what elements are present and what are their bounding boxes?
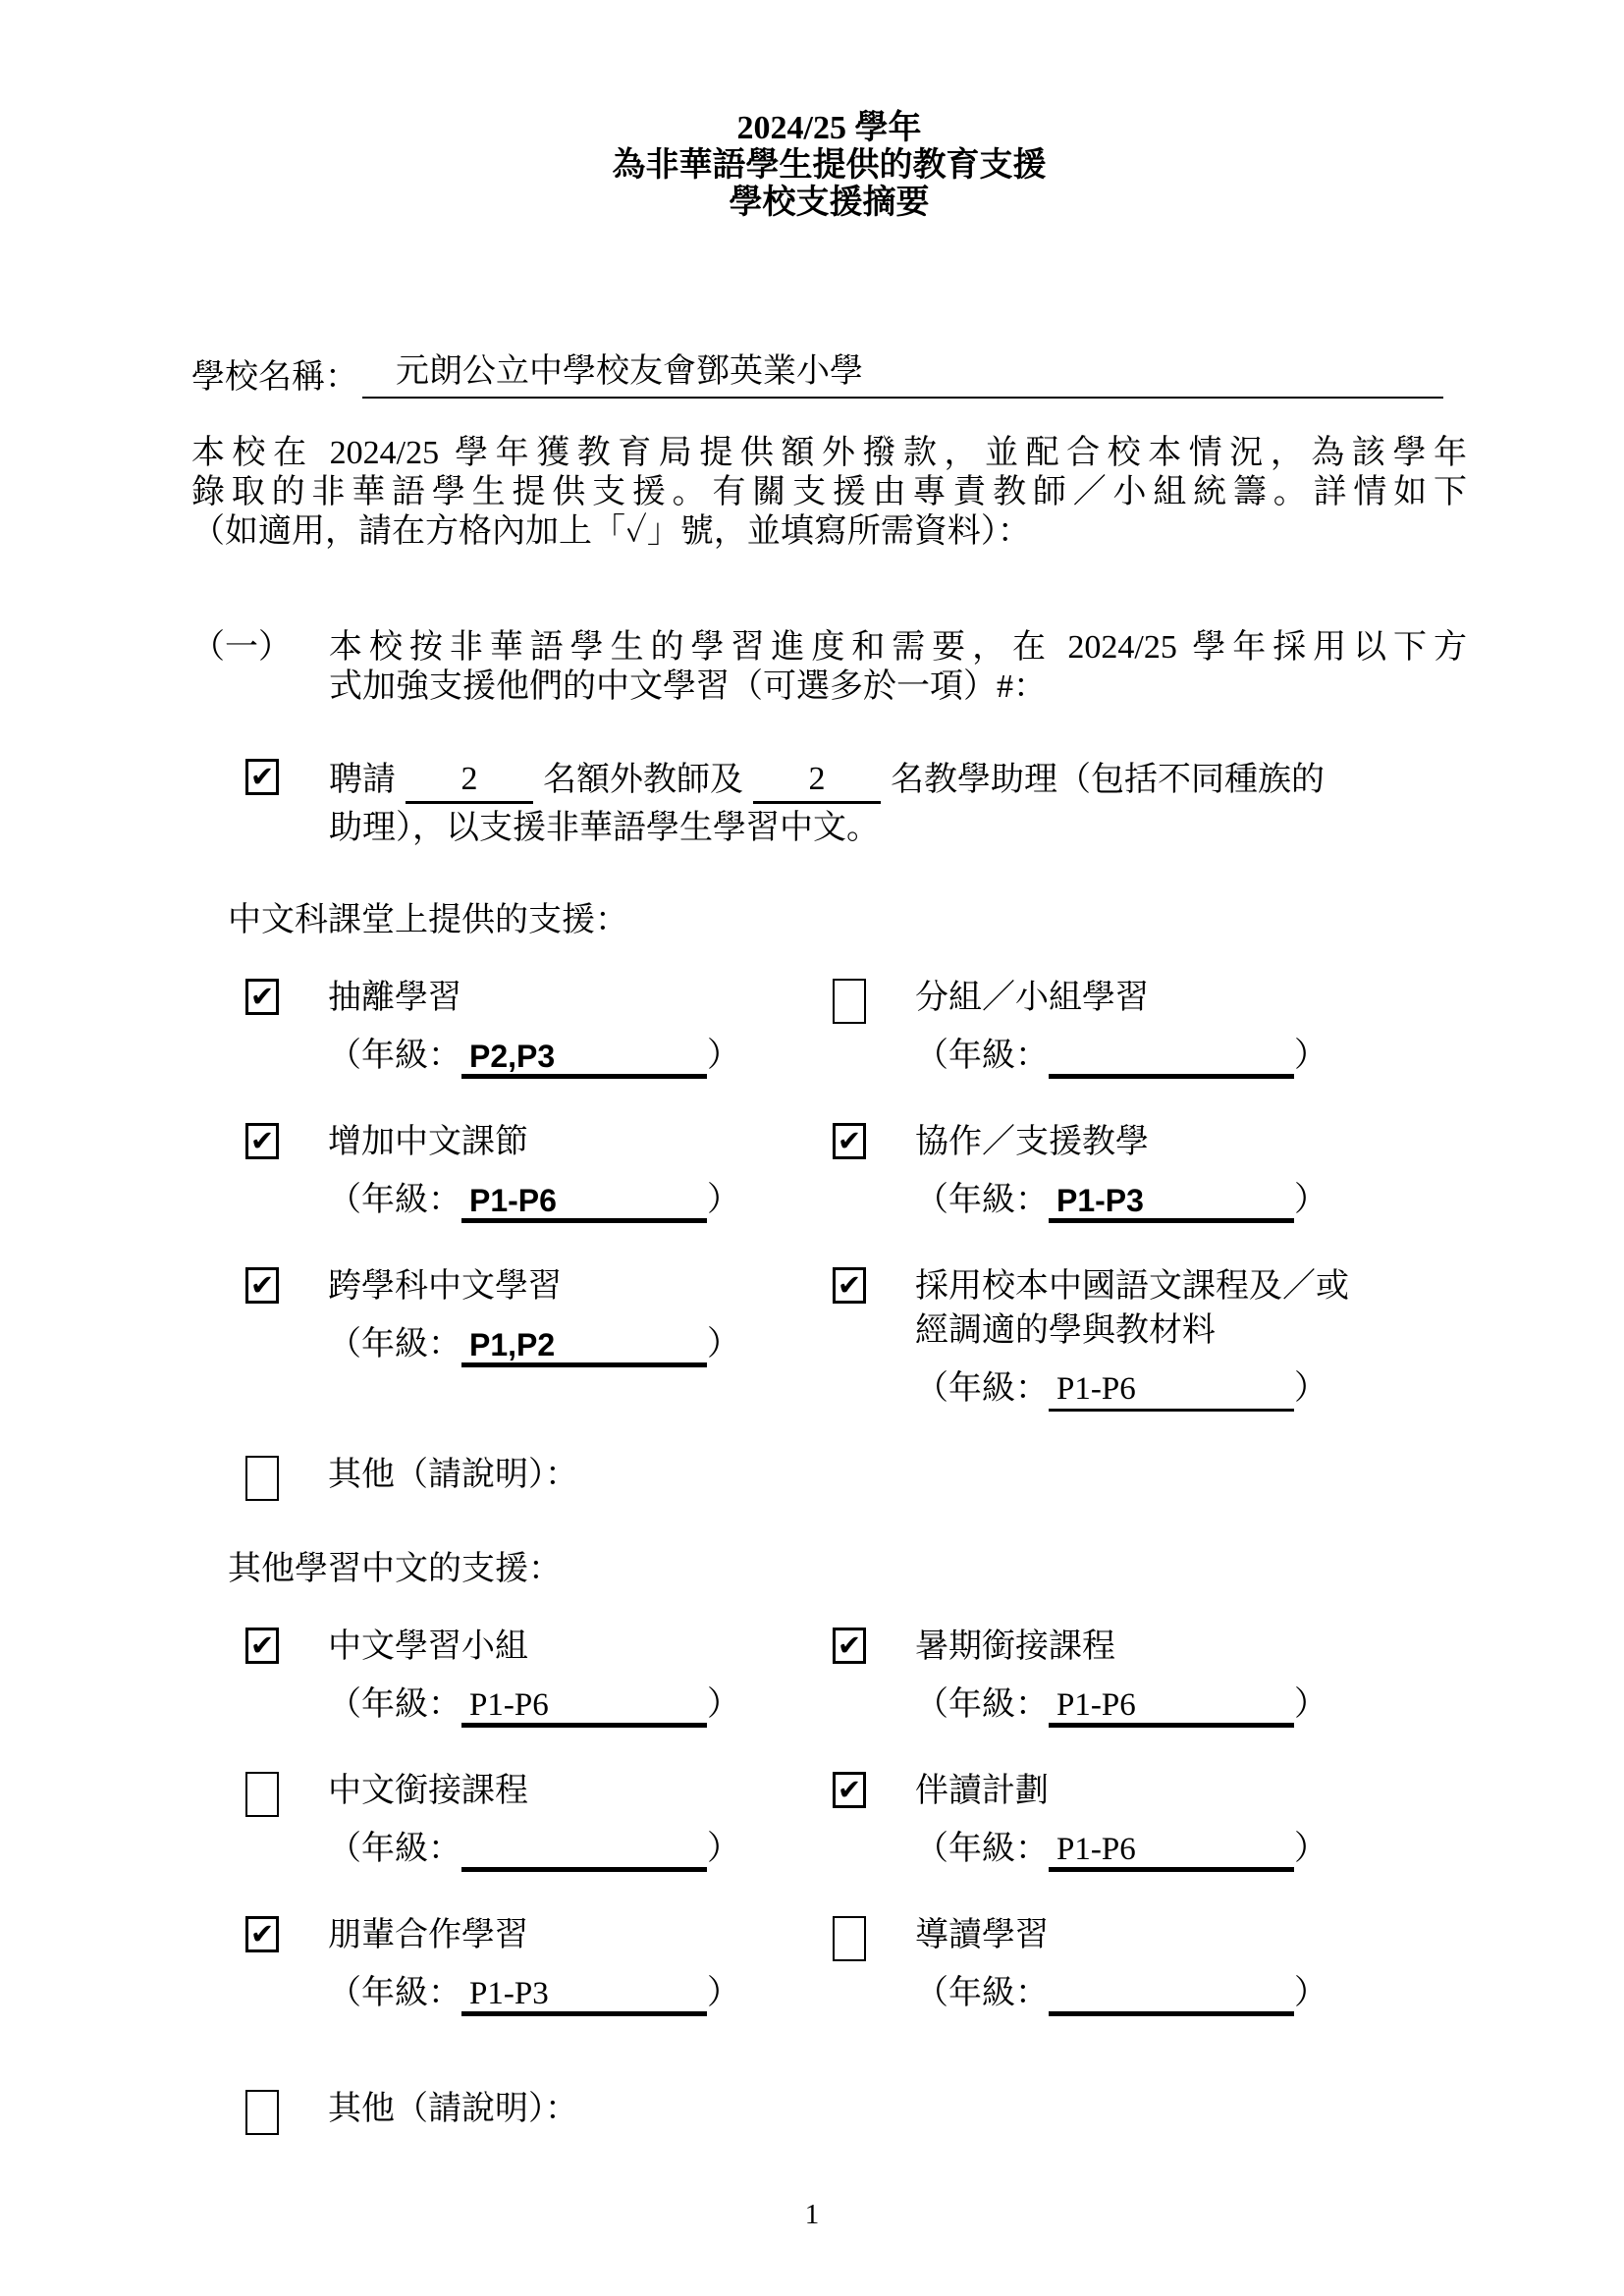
item-school-based-curriculum bbox=[833, 1264, 1467, 1412]
school-name-field[interactable] bbox=[362, 351, 1443, 399]
classroom-other-item bbox=[191, 1453, 1467, 1501]
checkbox[interactable] bbox=[245, 2090, 279, 2135]
grade-line bbox=[915, 1366, 1377, 1412]
item-label: 暑期銜接課程 bbox=[915, 1629, 1115, 1665]
hire-tail-1: 名教學助理（包括不同種族的 bbox=[891, 762, 1325, 798]
check-icon: ✔ bbox=[837, 1124, 862, 1157]
section-1-line-1: 本校按非華語學生的學習進度和需要，在 2024/25 學年採用以下方 bbox=[329, 629, 1467, 666]
item-more-chinese-lessons bbox=[191, 1120, 833, 1223]
assistant-count-value: 2 bbox=[808, 761, 826, 797]
check-icon: ✔ bbox=[249, 1124, 275, 1157]
item-label: 跨學科中文學習 bbox=[328, 1268, 562, 1305]
title-line-subject: 為非華語學生提供的教育支援 bbox=[612, 147, 1047, 184]
intro-line-3: （如適用，請在方格內加上「✓」號，並填寫所需資料）： bbox=[191, 513, 1031, 550]
grade-value: P2,P3 bbox=[469, 1039, 556, 1074]
grade-line bbox=[915, 1178, 1327, 1223]
item-label: 協作／支援教學 bbox=[915, 1124, 1149, 1160]
grade-value: P1-P6 bbox=[1056, 1832, 1136, 1867]
checkbox[interactable] bbox=[245, 1123, 279, 1159]
grade-prefix: （年級： bbox=[328, 1182, 461, 1218]
checkbox[interactable] bbox=[833, 1123, 866, 1159]
item-group-learning bbox=[833, 976, 1467, 1079]
item-label: 分組／小組學習 bbox=[915, 980, 1149, 1016]
grade-suffix: ） bbox=[707, 1975, 740, 2011]
grade-field[interactable] bbox=[1049, 1971, 1294, 2016]
grade-prefix: （年級： bbox=[915, 1182, 1049, 1218]
hire-text bbox=[329, 756, 1467, 852]
document-title bbox=[191, 0, 1467, 222]
grade-line bbox=[328, 1827, 740, 1872]
grade-field[interactable] bbox=[461, 1827, 707, 1872]
other-support-grid bbox=[191, 1625, 1467, 2016]
grade-line bbox=[915, 1827, 1327, 1872]
grade-line bbox=[328, 1034, 740, 1079]
other-label: 其他（請說明）： bbox=[328, 2091, 578, 2127]
item-co-teaching bbox=[833, 1120, 1467, 1223]
intro-paragraph bbox=[191, 434, 1467, 552]
school-name-value: 元朗公立中學校友會鄧英業小學 bbox=[396, 353, 863, 390]
checkbox[interactable] bbox=[245, 1628, 279, 1664]
page-number: 1 bbox=[804, 2199, 820, 2230]
grade-value: P1-P3 bbox=[469, 1976, 549, 2011]
grade-value: P1,P2 bbox=[469, 1327, 556, 1362]
checkbox[interactable] bbox=[833, 979, 866, 1024]
item-label: 採用校本中國語文課程及／或經調適的學與教材料 bbox=[915, 1268, 1349, 1349]
hire-prefix: 聘請 bbox=[329, 762, 396, 798]
check-icon: ✔ bbox=[249, 1629, 275, 1662]
grade-line bbox=[328, 1682, 740, 1728]
title-line-year: 2024/25 學年 bbox=[736, 110, 922, 146]
grade-field[interactable] bbox=[1049, 1366, 1294, 1412]
grade-line bbox=[328, 1971, 740, 2016]
item-label: 增加中文課節 bbox=[328, 1124, 528, 1160]
intro-line-1: 本校在 2024/25 學年獲教育局提供額外撥款，並配合校本情況，為該學年 bbox=[191, 435, 1467, 471]
item-label: 朋輩合作學習 bbox=[328, 1917, 528, 1953]
grade-field[interactable] bbox=[461, 1034, 707, 1079]
grade-suffix: ） bbox=[1294, 1975, 1327, 2011]
grade-prefix: （年級： bbox=[915, 1831, 1049, 1867]
school-name-label: 學校名稱： bbox=[191, 359, 358, 396]
grade-field[interactable] bbox=[1049, 1827, 1294, 1872]
grade-suffix: ） bbox=[707, 1326, 740, 1362]
hire-line-2: 助理），以支援非華語學生學習中文。 bbox=[329, 810, 880, 846]
checkbox[interactable] bbox=[245, 1916, 279, 1952]
grade-field[interactable] bbox=[1049, 1682, 1294, 1728]
checkbox[interactable] bbox=[245, 979, 279, 1015]
check-icon: ✔ bbox=[249, 1917, 275, 1950]
grade-suffix: ） bbox=[1294, 1831, 1327, 1867]
item-reading-buddy bbox=[833, 1769, 1467, 1872]
checkbox[interactable] bbox=[833, 1628, 866, 1664]
checkbox[interactable] bbox=[245, 1772, 279, 1817]
other-support-header: 其他學習中文的支援： bbox=[228, 1551, 562, 1587]
grade-value: P1-P6 bbox=[469, 1183, 557, 1218]
section-1-line-2: 式加強支援他們的中文學習（可選多於一項）#： bbox=[329, 668, 1047, 705]
grade-suffix: ） bbox=[707, 1831, 740, 1867]
grade-field[interactable] bbox=[461, 1682, 707, 1728]
grade-value: P1-P6 bbox=[469, 1687, 549, 1723]
grade-prefix: （年級： bbox=[328, 1326, 461, 1362]
grade-suffix: ） bbox=[1294, 1038, 1327, 1074]
grade-prefix: （年級： bbox=[328, 1038, 461, 1074]
hire-item bbox=[191, 756, 1467, 852]
intro-line-2: 錄取的非華語學生提供支援。有關支援由專責教師／小組統籌。詳情如下 bbox=[191, 474, 1467, 510]
checkbox[interactable] bbox=[833, 1916, 866, 1961]
grade-line bbox=[328, 1322, 740, 1367]
grade-suffix: ） bbox=[1294, 1370, 1327, 1407]
grade-field[interactable] bbox=[1049, 1034, 1294, 1079]
item-label: 中文學習小組 bbox=[328, 1629, 528, 1665]
grade-line bbox=[915, 1034, 1327, 1079]
item-peer-learning bbox=[191, 1913, 833, 2016]
hire-line-1 bbox=[329, 756, 1467, 804]
check-icon: ✔ bbox=[837, 1268, 862, 1302]
title-line-summary: 學校支援摘要 bbox=[729, 185, 930, 221]
hire-checkbox[interactable] bbox=[245, 759, 279, 795]
grade-prefix: （年級： bbox=[915, 1370, 1049, 1407]
item-label: 中文銜接課程 bbox=[328, 1773, 528, 1809]
grade-prefix: （年級： bbox=[915, 1686, 1049, 1723]
check-icon: ✔ bbox=[837, 1773, 862, 1806]
grade-prefix: （年級： bbox=[328, 1686, 461, 1723]
teacher-count-field[interactable] bbox=[406, 758, 533, 804]
grade-value: P1-P6 bbox=[1056, 1371, 1136, 1407]
grade-prefix: （年級： bbox=[328, 1831, 461, 1867]
item-pullout-learning bbox=[191, 976, 833, 1079]
item-cross-curricular bbox=[191, 1264, 833, 1412]
other-support-other-item bbox=[191, 2087, 1467, 2135]
grade-line bbox=[915, 1971, 1327, 2016]
check-icon: ✔ bbox=[249, 980, 275, 1013]
classroom-support-grid bbox=[191, 976, 1467, 1412]
grade-field[interactable] bbox=[1049, 1178, 1294, 1223]
section-1 bbox=[191, 628, 1467, 707]
item-summer-bridging bbox=[833, 1625, 1467, 1728]
grade-suffix: ） bbox=[1294, 1182, 1327, 1218]
grade-value: P1-P6 bbox=[1056, 1687, 1136, 1723]
item-label: 導讀學習 bbox=[915, 1917, 1049, 1953]
grade-field[interactable] bbox=[461, 1322, 707, 1367]
grade-field[interactable] bbox=[461, 1971, 707, 2016]
checkbox[interactable] bbox=[245, 1456, 279, 1501]
checkbox[interactable] bbox=[833, 1267, 866, 1304]
item-label: 抽離學習 bbox=[328, 980, 461, 1016]
section-1-number: （一） bbox=[191, 629, 292, 666]
classroom-support-header: 中文科課堂上提供的支援： bbox=[228, 902, 628, 938]
checkbox[interactable] bbox=[245, 1267, 279, 1304]
grade-suffix: ） bbox=[707, 1038, 740, 1074]
grade-line bbox=[328, 1178, 740, 1223]
teacher-count-value: 2 bbox=[460, 761, 478, 797]
item-label: 伴讀計劃 bbox=[915, 1773, 1049, 1809]
grade-line bbox=[915, 1682, 1327, 1728]
check-icon: ✔ bbox=[249, 1268, 275, 1302]
grade-value: P1-P3 bbox=[1056, 1183, 1144, 1218]
check-icon: ✔ bbox=[249, 760, 275, 793]
item-guided-reading bbox=[833, 1913, 1467, 2016]
school-name-row bbox=[191, 351, 1467, 399]
grade-suffix: ） bbox=[707, 1182, 740, 1218]
hire-mid: 名額外教師及 bbox=[543, 762, 743, 798]
section-1-text bbox=[329, 628, 1467, 707]
checkbox[interactable] bbox=[833, 1772, 866, 1808]
grade-prefix: （年級： bbox=[915, 1038, 1049, 1074]
grade-prefix: （年級： bbox=[915, 1975, 1049, 2011]
item-chinese-learning-group bbox=[191, 1625, 833, 1728]
check-icon: ✔ bbox=[837, 1629, 862, 1662]
grade-field[interactable] bbox=[461, 1178, 707, 1223]
other-label: 其他（請說明）： bbox=[328, 1457, 578, 1493]
grade-suffix: ） bbox=[707, 1686, 740, 1723]
item-chinese-bridging bbox=[191, 1769, 833, 1872]
grade-prefix: （年級： bbox=[328, 1975, 461, 2011]
grade-suffix: ） bbox=[1294, 1686, 1327, 1723]
assistant-count-field[interactable] bbox=[753, 758, 881, 804]
